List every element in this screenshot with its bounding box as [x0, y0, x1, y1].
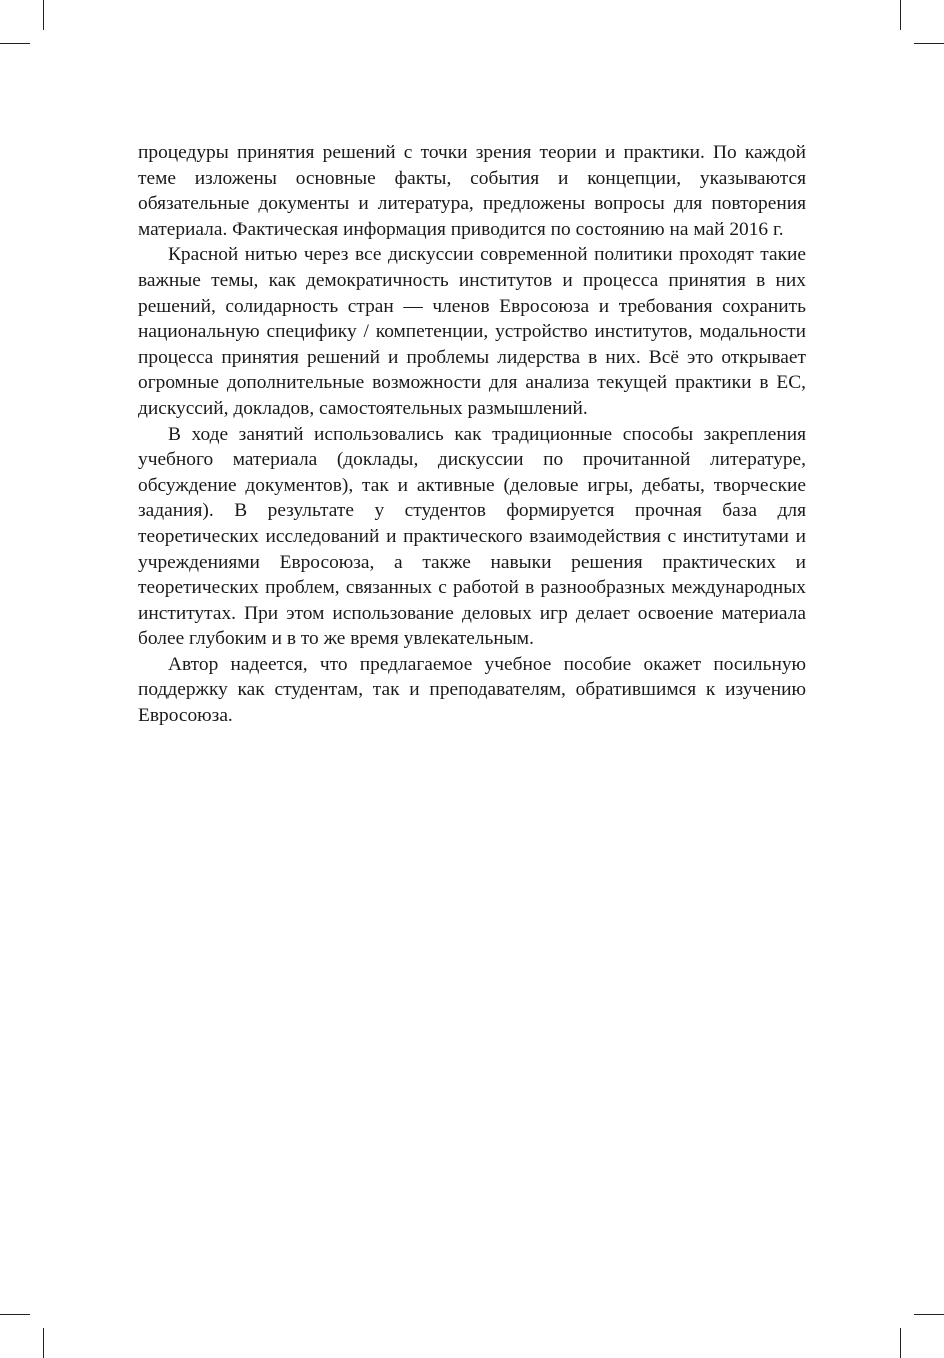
crop-mark-bottom-left-vertical — [43, 1328, 44, 1358]
crop-mark-bottom-left-horizontal — [0, 1314, 30, 1315]
paragraph: В ходе занятий использовались как традиционные способы закрепления учебного материала (доклады, дискуссии по прочитанной литературе, обсуждение документов), так и активные (деловые игры, дебаты, творческие задания). В результате у студентов формируется прочная база для теоретических исследований и практического взаимодействия с институтами и учреждениями Евросоюза, а также навыки решения практических и теоретических проблем, связанных с работой в разнообразных международных институтах. При этом использование деловых игр делает освоение материала более глубоким и в то же время увлекательным. — [138, 423, 806, 650]
crop-mark-bottom-right-horizontal — [914, 1314, 944, 1315]
paragraph: процедуры принятия решений с точки зрения теории и практики. По каждой теме изложены основные факты, события и концепции, указываются обязательные документы и литература, предложены вопросы для повторения материала. Фактическая информация приводится по состоянию на май 2016 г. — [138, 142, 806, 240]
paragraph: Красной нитью через все дискуссии современной политики проходят такие важные темы, как демократичность институтов и процесса принятия в них решений, солидарность стран — членов Евросоюза и требования сохранить национальную специфику / компетенции, устройство институтов, модальности процесса принятия решений и проблемы лидерства в них. Всё это открывает огромные дополнительные возможности для анализа текущей практики в ЕС, дискуссий, докладов, самостоятельных размышлений. — [138, 244, 806, 419]
crop-mark-top-left-horizontal — [0, 43, 30, 44]
body-text — [138, 140, 806, 729]
paragraph: Автор надеется, что предлагаемое учебное пособие окажет посильную поддержку как студентам, так и преподавателям, обратившимся к изучению Евросоюза. — [138, 653, 806, 727]
crop-mark-bottom-right-vertical — [900, 1328, 901, 1358]
crop-mark-top-right-horizontal — [914, 43, 944, 44]
crop-mark-top-left-vertical — [43, 0, 44, 30]
crop-mark-top-right-vertical — [900, 0, 901, 30]
